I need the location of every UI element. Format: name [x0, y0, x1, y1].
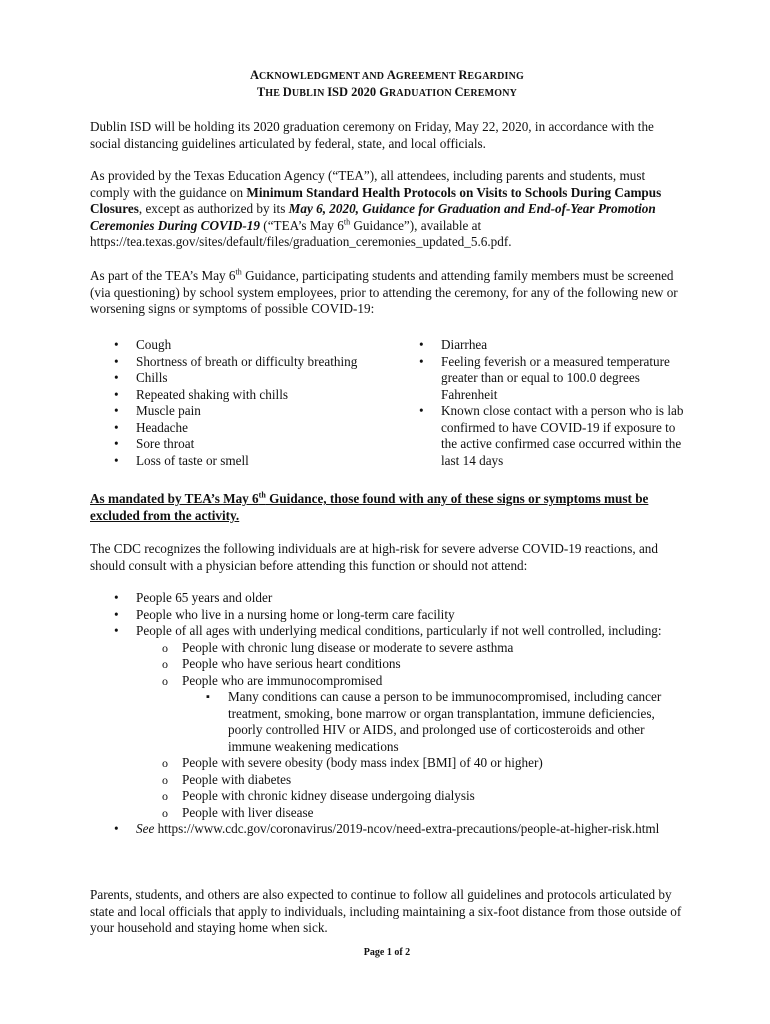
tea-text: Guidance”), available at https://tea.texas.gov/sites/default/files/graduation_ceremonies_updated_5.6.pdf.	[90, 217, 512, 249]
list-item: • Muscle pain	[90, 403, 390, 420]
tea-protocols-title: Minimum Standard Health Protocols on Visits to Schools During Campus Closures	[90, 184, 662, 216]
cdc-intro-paragraph: The CDC recognizes the following individuals are at high-risk for severe adverse COVID-19 reactions, and should consult with a physician before attending this function or should not attend:	[90, 541, 658, 573]
superscript: th	[258, 490, 266, 500]
tea-paragraph	[90, 168, 684, 251]
closing-paragraph: Parents, students, and others are also expected to continue to follow all guidelines and protocols articulated by state and local officials that apply to individuals, including maintaining a six-foot distance from those outside of your household and staying home when sick.	[90, 887, 682, 935]
title-text: CKNOWLEDGMENT AND	[259, 71, 387, 82]
list-item: • Shortness of breath or difficulty breathing	[90, 354, 390, 371]
title-text: GREEMENT	[395, 71, 459, 82]
document-title-line-1	[90, 67, 684, 85]
list-item: • Known close contact with a person who is lab confirmed to have COVID-19 if exposure to the active confirmed case occurred within the last 14 days	[395, 403, 684, 469]
title-char: A	[386, 68, 396, 82]
title-char: G	[379, 85, 390, 99]
title-char: D	[282, 85, 292, 99]
symptom-list-right	[395, 337, 684, 469]
symptom-list-left	[90, 337, 390, 469]
sub-list-item: o People who have serious heart conditions	[136, 656, 684, 673]
sub-sub-list-item: ▪ Many conditions can cause a person to be immunocompromised, including cancer treatment, smoking, bone marrow or organ transplantation, immune deficiencies, poorly controlled HIV or AIDS, and prolonged use of corticosteroids and other immune weakening medications	[182, 689, 684, 755]
sub-sub-list	[182, 689, 684, 755]
intro-paragraph: Dublin ISD will be holding its 2020 graduation ceremony on Friday, May 22, 2020, in accordance with the social distancing guidelines articulated by federal, state, and local officials.	[90, 119, 654, 151]
title-char: T	[256, 85, 266, 99]
high-risk-list	[90, 590, 684, 838]
page-number: Page 1 of 2	[363, 947, 411, 958]
cdc-url[interactable]: https://www.cdc.gov/coronavirus/2019-ncov/need-extra-precautions/people-at-higher-risk.html	[154, 821, 660, 836]
list-item: • Chills	[90, 370, 390, 387]
title-text: EREMONY	[463, 88, 518, 99]
title-text: HE	[265, 88, 283, 99]
sub-list-item-text: People who are immunocompromised	[182, 672, 383, 688]
title-text: ISD 2020	[327, 85, 380, 99]
tea-text: (“TEA’s May 6	[260, 217, 344, 233]
list-item: • People who live in a nursing home or long-term care facility	[90, 607, 684, 624]
mandate-text: As mandated by TEA’s May 6	[90, 491, 259, 506]
see-label: See	[136, 821, 155, 836]
list-item: • Headache	[90, 420, 390, 437]
screening-paragraph	[90, 268, 684, 318]
title-text: UBLIN	[291, 88, 328, 99]
tea-guidance-title: May 6, 2020, Guidance for Graduation and End-of-Year Promotion Ceremonies During COVID-19	[90, 201, 656, 233]
title-char: A	[249, 68, 259, 82]
sub-list-item	[136, 673, 684, 756]
tea-text: , except as authorized by its	[138, 201, 289, 216]
list-item: • Feeling feverish or a measured temperature greater than or equal to 100.0 degrees Fahrenheit	[395, 354, 684, 404]
sub-list-item: o People with chronic lung disease or moderate to severe asthma	[136, 640, 684, 657]
superscript: th	[343, 217, 351, 227]
sub-list-item: o People with liver disease	[136, 805, 684, 822]
title-text: EGARDING	[467, 71, 525, 82]
list-item	[90, 623, 684, 821]
tea-text: As provided by the Texas Education Agency (“TEA”), all attendees, including parents and students, must comply with the guidance on	[90, 168, 646, 200]
title-text: RADUATION	[389, 88, 455, 99]
list-item-text: People of all ages with underlying medical conditions, particularly if not well controlled, including:	[136, 623, 662, 638]
title-char: R	[458, 68, 468, 82]
list-item: • Diarrhea	[395, 337, 684, 354]
sub-list-item: o People with chronic kidney disease undergoing dialysis	[136, 788, 684, 805]
sub-list-item: o People with severe obesity (body mass index [BMI] of 40 or higher)	[136, 755, 684, 772]
sub-list-item: o People with diabetes	[136, 772, 684, 789]
list-item: • People 65 years and older	[90, 590, 684, 607]
sub-list	[136, 640, 684, 822]
superscript: th	[235, 267, 242, 277]
list-item: • Repeated shaking with chills	[90, 387, 390, 404]
list-item	[90, 821, 684, 838]
screening-text: Guidance, participating students and attending family members must be screened (via questioning) by school system employees, prior to attending the ceremony, for any of the following new or worsening signs or symptoms of possible COVID-19:	[90, 268, 678, 316]
list-item: • Sore throat	[90, 436, 390, 453]
mandate-notice	[90, 491, 684, 524]
document-title-line-2	[90, 84, 684, 102]
list-item: • Loss of taste or smell	[90, 453, 390, 470]
screening-text: As part of the TEA’s May 6	[90, 268, 236, 283]
list-item: • Cough	[90, 337, 390, 354]
mandate-text: Guidance, those found with any of these signs or symptoms must be excluded from the activity.	[90, 491, 649, 523]
title-char: C	[454, 85, 464, 99]
